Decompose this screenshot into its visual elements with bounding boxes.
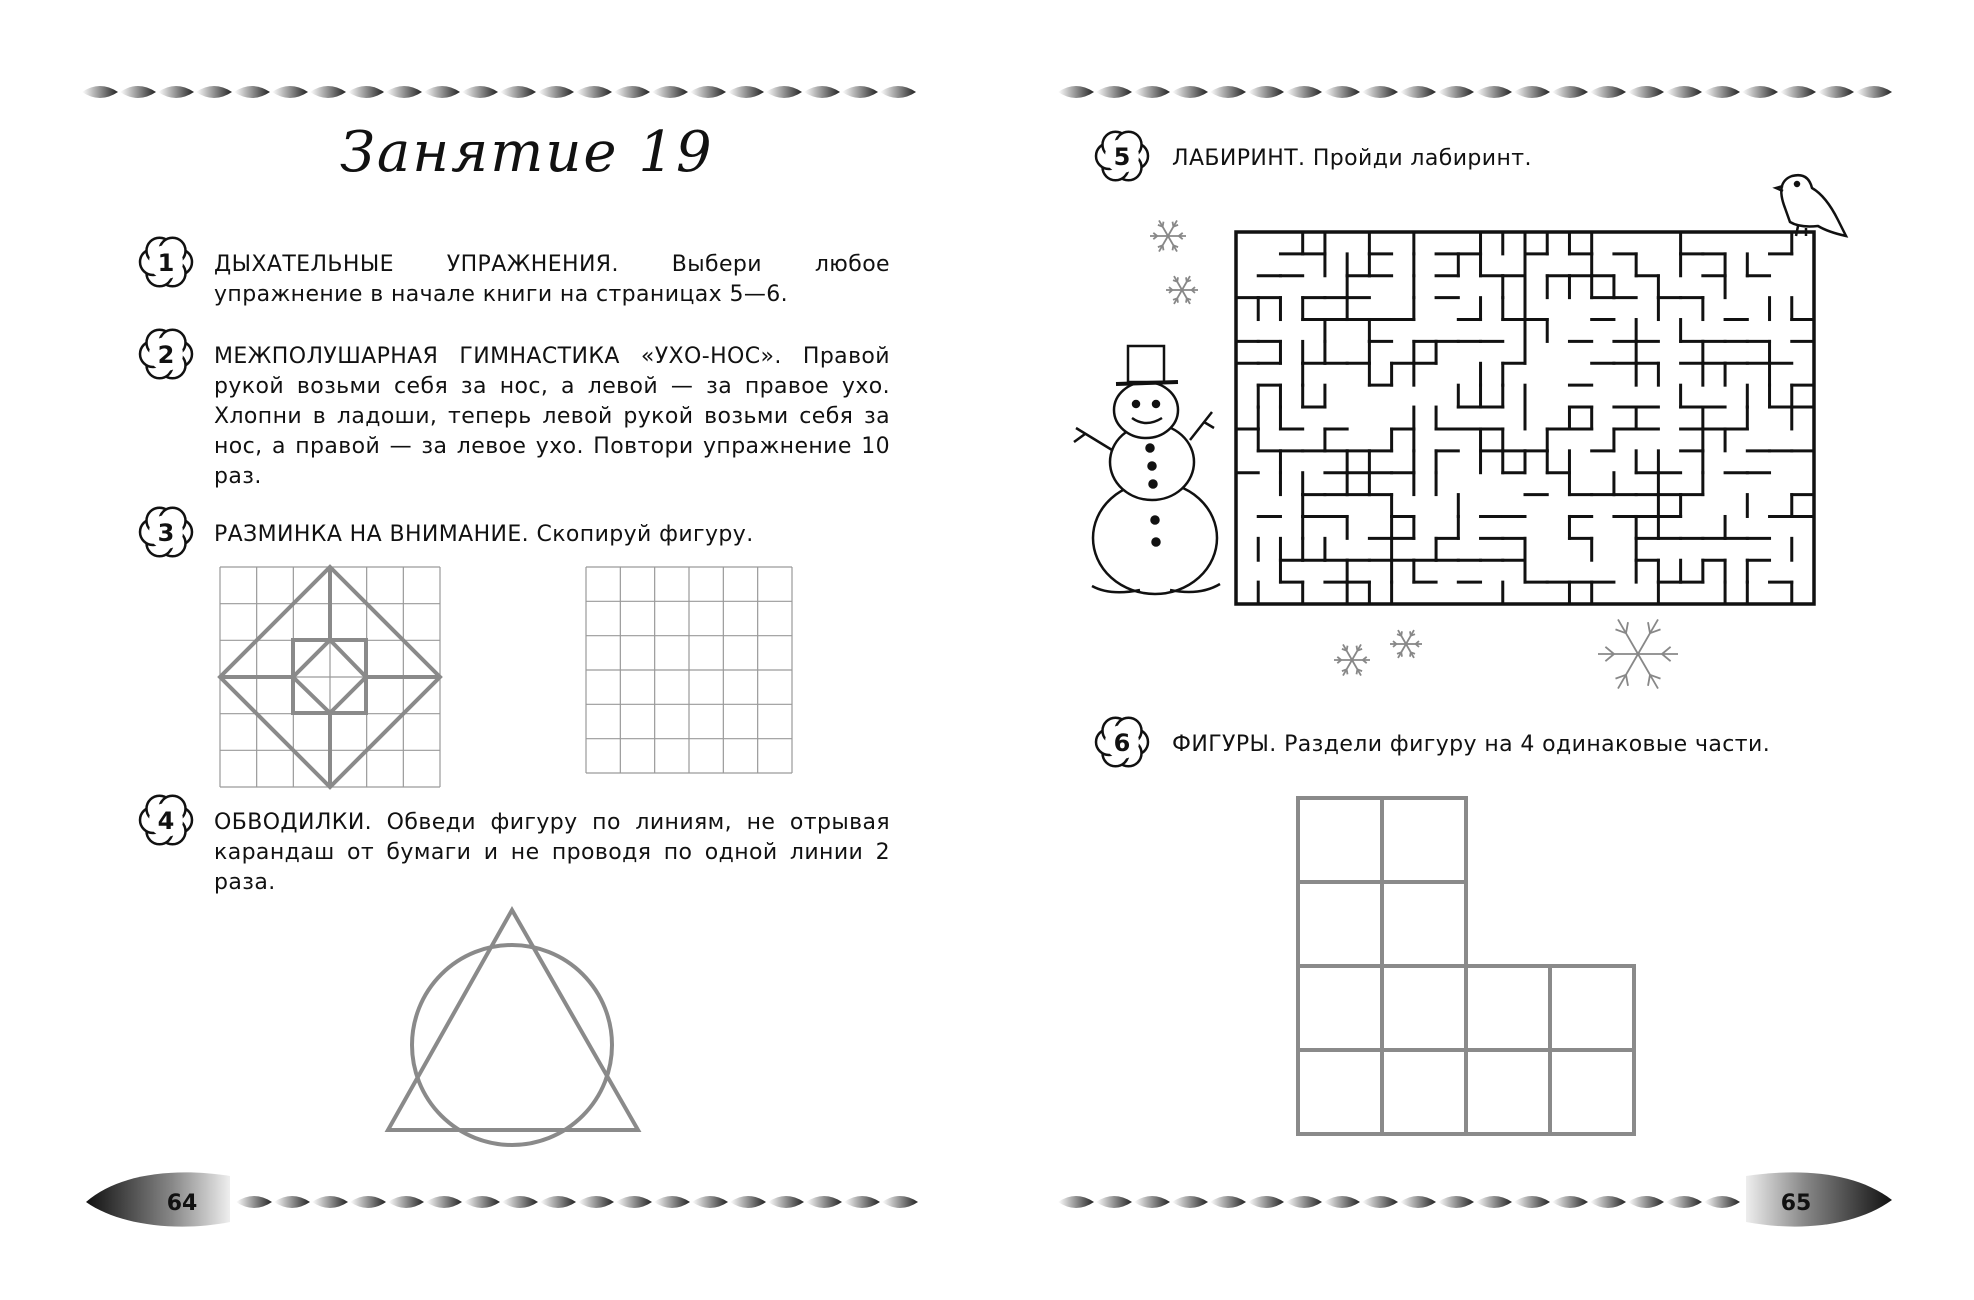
leaf-icon <box>652 86 688 98</box>
page-number-right: 65 <box>1780 1191 1812 1216</box>
task-4-heading: ОБВОДИЛКИ. <box>214 810 373 835</box>
flower-badge-icon <box>1096 718 1148 767</box>
leaf-icon <box>348 86 384 98</box>
leaf-icon <box>1286 86 1322 98</box>
snowflake-icon <box>1166 276 1198 304</box>
leaf-icon <box>1096 1196 1132 1208</box>
leaf-icon <box>1552 86 1588 98</box>
trace-figure <box>388 910 638 1145</box>
leaf-border-icon <box>1058 1196 1740 1208</box>
leaf-icon <box>576 86 612 98</box>
leaf-icon <box>424 86 460 98</box>
leaf-icon <box>350 1196 386 1208</box>
leaf-icon <box>500 86 536 98</box>
leaf-icon <box>1590 86 1626 98</box>
snowflake-icon <box>1334 644 1370 675</box>
leaf-icon <box>1248 86 1284 98</box>
snowflake-icon <box>1150 220 1186 251</box>
task-3-heading: РАЗМИНКА НА ВНИМАНИЕ. <box>214 522 530 547</box>
page-title: Занятие 19 <box>340 120 714 185</box>
leaf-icon <box>426 1196 462 1208</box>
task-2-heading: МЕЖПОЛУШАРНАЯ ГИМНАСТИКА «УХО-НОС». <box>214 344 782 369</box>
leaf-icon <box>804 86 840 98</box>
leaf-icon <box>730 1196 766 1208</box>
flower-badge-icon <box>140 330 192 379</box>
leaf-icon <box>1590 1196 1626 1208</box>
task-number: 1 <box>157 249 175 277</box>
page-number-left: 64 <box>166 1191 198 1216</box>
leaf-icon <box>1476 1196 1512 1208</box>
leaf-icon <box>1514 1196 1550 1208</box>
leaf-icon <box>196 86 232 98</box>
pattern-grid-sample <box>220 567 440 787</box>
page-number-leaf-right <box>1746 1172 1892 1226</box>
leaf-icon <box>1704 86 1740 98</box>
leaf-icon <box>690 86 726 98</box>
task-1-body: Выбери любое упражнение в начале книги на страницах 5—6. <box>214 252 890 307</box>
leaf-icon <box>842 86 878 98</box>
task-number: 3 <box>157 519 175 547</box>
leaf-icon <box>236 1196 272 1208</box>
leaf-icon <box>1666 1196 1702 1208</box>
leaf-icon <box>1400 1196 1436 1208</box>
task-6-heading: ФИГУРЫ. <box>1172 732 1277 757</box>
leaf-icon <box>1096 86 1132 98</box>
leaf-icon <box>82 86 118 98</box>
leaf-icon <box>388 1196 424 1208</box>
leaf-icon <box>310 86 346 98</box>
leaf-border-icon <box>1058 86 1892 98</box>
leaf-icon <box>1856 86 1892 98</box>
flower-badge-icon <box>140 508 192 557</box>
flower-badge-icon <box>1096 132 1148 181</box>
leaf-icon <box>158 86 194 98</box>
leaf-icon <box>1438 1196 1474 1208</box>
leaf-icon <box>120 86 156 98</box>
maze <box>1236 232 1814 604</box>
leaf-icon <box>1628 1196 1664 1208</box>
leaf-icon <box>1514 86 1550 98</box>
task-6-body: Раздели фигуру на 4 одинаковые части. <box>1284 732 1771 757</box>
leaf-icon <box>1362 1196 1398 1208</box>
leaf-icon <box>462 86 498 98</box>
leaf-icon <box>1628 86 1664 98</box>
leaf-icon <box>1438 86 1474 98</box>
leaf-icon <box>386 86 422 98</box>
leaf-icon <box>540 1196 576 1208</box>
leaf-icon <box>1058 86 1094 98</box>
task-2-body: Правой рукой возьми себя за нос, а левой — за правое ухо. Хлопни в ладоши, теперь левой рукой возьми себя за нос, а правой — за левое ухо. Повтори упражнение 10 раз. <box>214 344 890 489</box>
leaf-icon <box>1552 1196 1588 1208</box>
leaf-icon <box>272 86 308 98</box>
empty-copy-grid <box>586 567 792 773</box>
snowflake-icon <box>1390 630 1422 658</box>
leaf-icon <box>1818 86 1854 98</box>
leaf-icon <box>234 86 270 98</box>
leaf-icon <box>1210 86 1246 98</box>
leaf-icon <box>1172 1196 1208 1208</box>
task-number: 6 <box>1113 729 1131 757</box>
leaf-icon <box>1324 1196 1360 1208</box>
leaf-icon <box>766 86 802 98</box>
task-5-body: Пройди лабиринт. <box>1312 146 1532 171</box>
leaf-icon <box>728 86 764 98</box>
leaf-icon <box>692 1196 728 1208</box>
leaf-icon <box>844 1196 880 1208</box>
leaf-icon <box>1210 1196 1246 1208</box>
leaf-icon <box>312 1196 348 1208</box>
leaf-icon <box>882 1196 918 1208</box>
leaf-icon <box>614 86 650 98</box>
task-1-heading: ДЫХАТЕЛЬНЫЕ УПРАЖНЕНИЯ. <box>214 252 619 277</box>
leaf-border-icon <box>236 1196 918 1208</box>
snowman-icon <box>1074 346 1220 594</box>
task-3-body: Скопируй фигуру. <box>536 522 754 547</box>
task-5-heading: ЛАБИРИНТ. <box>1172 146 1306 171</box>
leaf-icon <box>880 86 916 98</box>
leaf-icon <box>1362 86 1398 98</box>
leaf-icon <box>654 1196 690 1208</box>
flower-badge-icon <box>140 238 192 287</box>
l-shape-figure <box>1298 798 1634 1134</box>
leaf-icon <box>578 1196 614 1208</box>
leaf-icon <box>1134 1196 1170 1208</box>
leaf-icon <box>1134 86 1170 98</box>
leaf-icon <box>1400 86 1436 98</box>
leaf-icon <box>1704 1196 1740 1208</box>
snowflake-icon <box>1598 619 1678 688</box>
leaf-icon <box>1172 86 1208 98</box>
leaf-icon <box>1058 1196 1094 1208</box>
leaf-icon <box>538 86 574 98</box>
flower-badge-icon <box>140 796 192 845</box>
leaf-icon <box>464 1196 500 1208</box>
leaf-icon <box>806 1196 842 1208</box>
leaf-icon <box>1780 86 1816 98</box>
leaf-icon <box>1666 86 1702 98</box>
leaf-icon <box>1742 86 1778 98</box>
leaf-icon <box>616 1196 652 1208</box>
task-number: 2 <box>157 341 175 369</box>
leaf-icon <box>1476 86 1512 98</box>
leaf-icon <box>768 1196 804 1208</box>
task-number: 5 <box>1113 143 1131 171</box>
leaf-icon <box>1286 1196 1322 1208</box>
leaf-icon <box>274 1196 310 1208</box>
leaf-icon <box>502 1196 538 1208</box>
page-number-leaf-left <box>86 1172 230 1226</box>
task-4-body: Обведи фигуру по линиям, не отрывая карандаш от бумаги и не проводя по одной линии 2 раза. <box>214 810 890 895</box>
leaf-border-icon <box>82 86 916 98</box>
leaf-icon <box>1324 86 1360 98</box>
bird-icon <box>1776 175 1846 236</box>
leaf-icon <box>1248 1196 1284 1208</box>
task-number: 4 <box>157 807 175 835</box>
